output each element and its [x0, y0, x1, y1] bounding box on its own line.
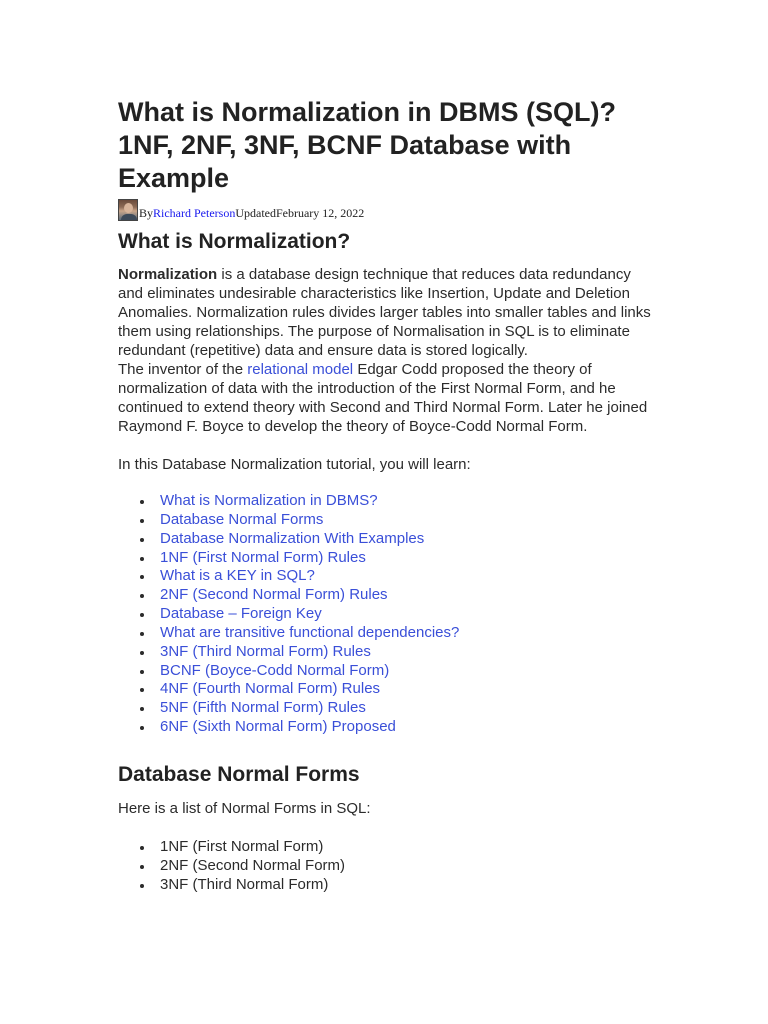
- paragraph-inventor: [118, 360, 658, 436]
- list-item: [118, 567, 658, 586]
- toc-link[interactable]: 2NF (Second Normal Form) Rules: [160, 586, 388, 604]
- section-heading-normal-forms: Database Normal Forms: [118, 762, 360, 786]
- toc-link[interactable]: 4NF (Fourth Normal Form) Rules: [160, 680, 381, 698]
- inventor-text-before: The inventor of the: [118, 361, 248, 378]
- list-item: [118, 492, 658, 511]
- toc-link[interactable]: 5NF (Fifth Normal Form) Rules: [160, 699, 366, 717]
- list-item: [118, 662, 658, 681]
- toc-link[interactable]: 6NF (Sixth Normal Form) Proposed: [160, 718, 396, 736]
- toc-link[interactable]: What is Normalization in DBMS?: [160, 492, 378, 509]
- list-item: 2NF (Second Normal Form): [118, 857, 658, 876]
- relational-model-link[interactable]: relational model: [247, 361, 354, 378]
- toc-link[interactable]: Database Normal Forms: [160, 510, 324, 528]
- section-heading-normalization: What is Normalization?: [118, 230, 351, 253]
- list-item: [118, 718, 658, 737]
- toc-link[interactable]: Database Normalization With Examples: [160, 529, 425, 547]
- list-item: 1NF (First Normal Form): [118, 838, 658, 857]
- paragraph-normal-forms-intro: Here is a list of Normal Forms in SQL:: [118, 799, 371, 817]
- normal-forms-list: [118, 838, 658, 895]
- list-item: [118, 699, 658, 718]
- toc-link[interactable]: What are transitive functional dependencies?: [160, 623, 460, 641]
- list-item: [118, 624, 658, 643]
- table-of-contents: [118, 492, 658, 737]
- toc-link[interactable]: 3NF (Third Normal Form) Rules: [160, 642, 371, 660]
- list-item: [118, 643, 658, 662]
- list-item: 3NF (Third Normal Form): [118, 876, 658, 895]
- byline-updated-label: Updated: [235, 206, 276, 220]
- term-normalization: Normalization: [118, 266, 218, 283]
- definition-text: is a database design technique that reduces data redundancy and eliminates undesirable characteristics like Insertion, Update and Deletion Anomalies. Normalization rules divides larger tables into smaller tables and links them using relationships. The purpose of Normalisation in SQL is to eliminate redundant (repetitive) data and ensure data is stored logically.: [118, 266, 651, 359]
- byline-by: By: [139, 206, 154, 220]
- paragraph-tutorial-intro: In this Database Normalization tutorial, you will learn:: [118, 456, 471, 473]
- toc-link[interactable]: 1NF (First Normal Form) Rules: [160, 548, 366, 566]
- byline-date: February 12, 2022: [275, 206, 365, 220]
- article: [118, 96, 658, 895]
- byline: [118, 197, 658, 221]
- toc-link[interactable]: Database – Foreign Key: [160, 605, 322, 623]
- list-item: [118, 530, 658, 549]
- toc-link[interactable]: What is a KEY in SQL?: [160, 567, 315, 585]
- list-item: [118, 680, 658, 699]
- list-item: [118, 586, 658, 605]
- author-link[interactable]: Richard Peterson: [153, 206, 236, 220]
- list-item: [118, 549, 658, 568]
- paragraph-definition: [118, 265, 658, 360]
- inventor-text-after: Edgar Codd proposed the theory of normalization of data with the introduction of the First Normal Form, and he continued to extend theory with Second and Third Normal Form. Later he joined Raymond F. Boyce to develop the theory of Boyce-Codd Normal Form.: [118, 361, 648, 435]
- list-item: [118, 511, 658, 530]
- list-item: [118, 605, 658, 624]
- page-title: What is Normalization in DBMS (SQL)? 1NF, 2NF, 3NF, BCNF Database with Example: [118, 97, 616, 193]
- toc-link[interactable]: BCNF (Boyce-Codd Normal Form): [160, 661, 390, 679]
- author-avatar: [118, 199, 138, 221]
